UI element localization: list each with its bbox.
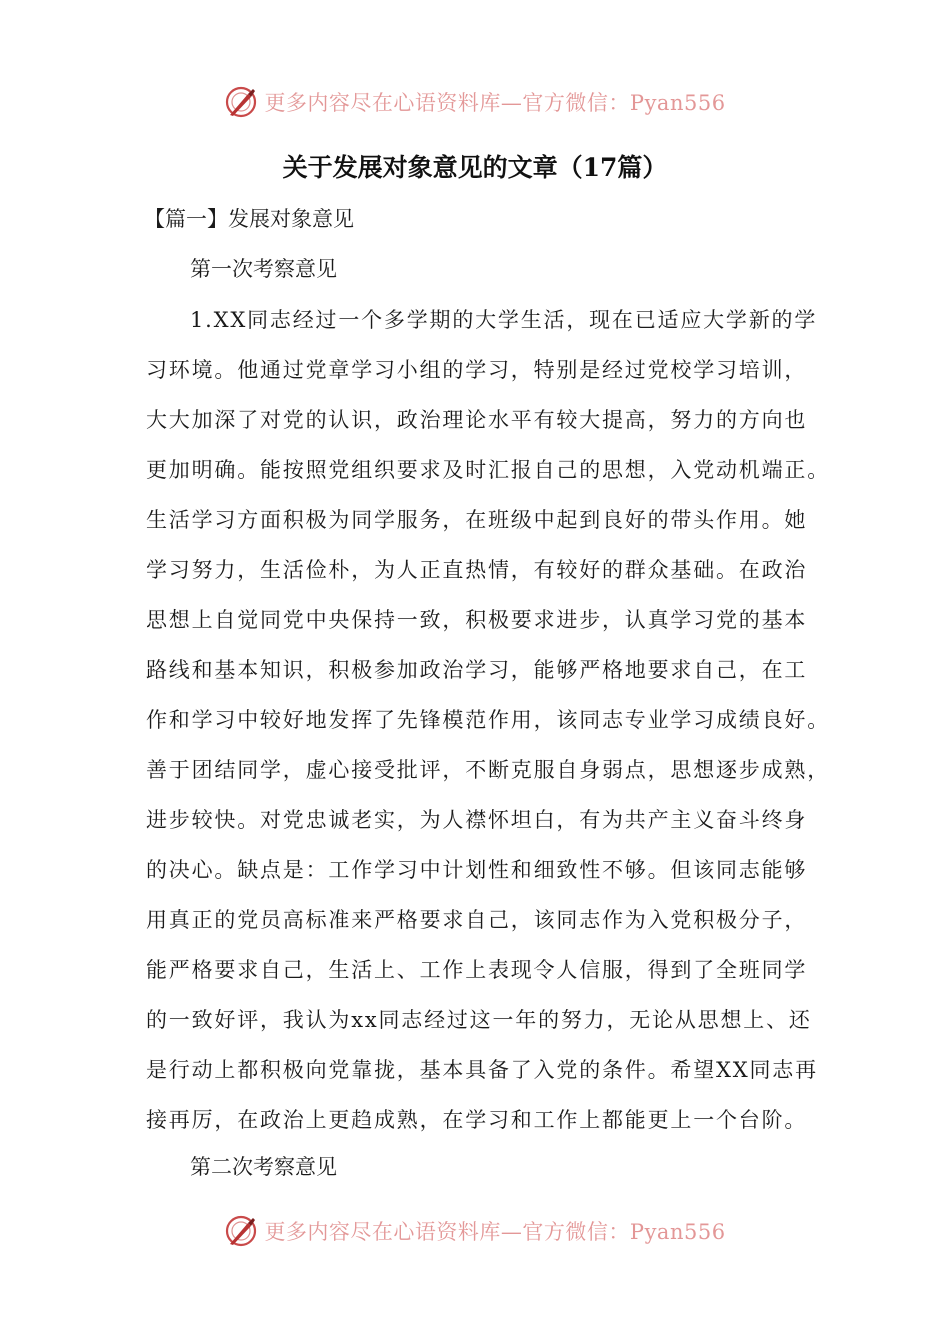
paragraph-line: 的一致好评，我认为xx同志经过这一年的努力，无论从思想上、还 [146, 1008, 812, 1032]
banner-text: 更多内容尽在心语资料库—官方微信：Pyan556 [264, 1220, 726, 1244]
paragraph-line: 的决心。缺点是：工作学习中计划性和细致性不够。但该同志能够 [146, 858, 808, 882]
paragraph-line: 更加明确。能按照党组织要求及时汇报自己的思想，入党动机端正。 [146, 458, 830, 482]
paragraph-line: 是行动上都积极向党靠拢，基本具备了入党的条件。希望XX同志再 [146, 1058, 818, 1082]
paragraph-line: 学习努力，生活俭朴，为人正直热情，有较好的群众基础。在政治 [146, 558, 808, 582]
paragraph-line: 能严格要求自己，生活上、工作上表现令人信服，得到了全班同学 [146, 958, 808, 982]
paragraph-line: 思想上自觉同党中央保持一致，积极要求进步，认真学习党的基本 [146, 608, 808, 632]
paragraph-line: 习环境。他通过党章学习小组的学习，特别是经过党校学习培训， [146, 358, 808, 382]
section-heading: 【篇一】发展对象意见 [144, 207, 354, 231]
pen-logo-icon [224, 85, 258, 119]
paragraph-line: 大大加深了对党的认识，政治理论水平有较大提高，努力的方向也 [146, 408, 808, 432]
document-title: 关于发展对象意见的文章（17篇） [282, 153, 668, 182]
paragraph-line: 1.XX同志经过一个多学期的大学生活，现在已适应大学新的学 [190, 308, 818, 332]
pen-logo-icon [224, 1214, 258, 1248]
paragraph-line: 善于团结同学，虚心接受批评，不断克服自身弱点，思想逐步成熟， [146, 758, 830, 782]
banner-text: 更多内容尽在心语资料库—官方微信：Pyan556 [264, 91, 726, 115]
paragraph-line: 作和学习中较好地发挥了先锋模范作用，该同志专业学习成绩良好。 [146, 708, 830, 732]
footer-banner [0, 1209, 950, 1253]
header-banner [0, 80, 950, 124]
subheading-first-review: 第一次考察意见 [190, 257, 337, 281]
paragraph-line: 进步较快。对党忠诚老实，为人襟怀坦白，有为共产主义奋斗终身 [146, 808, 808, 832]
paragraph-line: 接再厉，在政治上更趋成熟，在学习和工作上都能更上一个台阶。 [146, 1108, 808, 1132]
paragraph-line: 生活学习方面积极为同学服务，在班级中起到良好的带头作用。她 [146, 508, 808, 532]
paragraph-line: 路线和基本知识，积极参加政治学习，能够严格地要求自己，在工 [146, 658, 808, 682]
subheading-second-review: 第二次考察意见 [190, 1155, 337, 1179]
paragraph-line: 用真正的党员高标准来严格要求自己，该同志作为入党积极分子， [146, 908, 808, 932]
